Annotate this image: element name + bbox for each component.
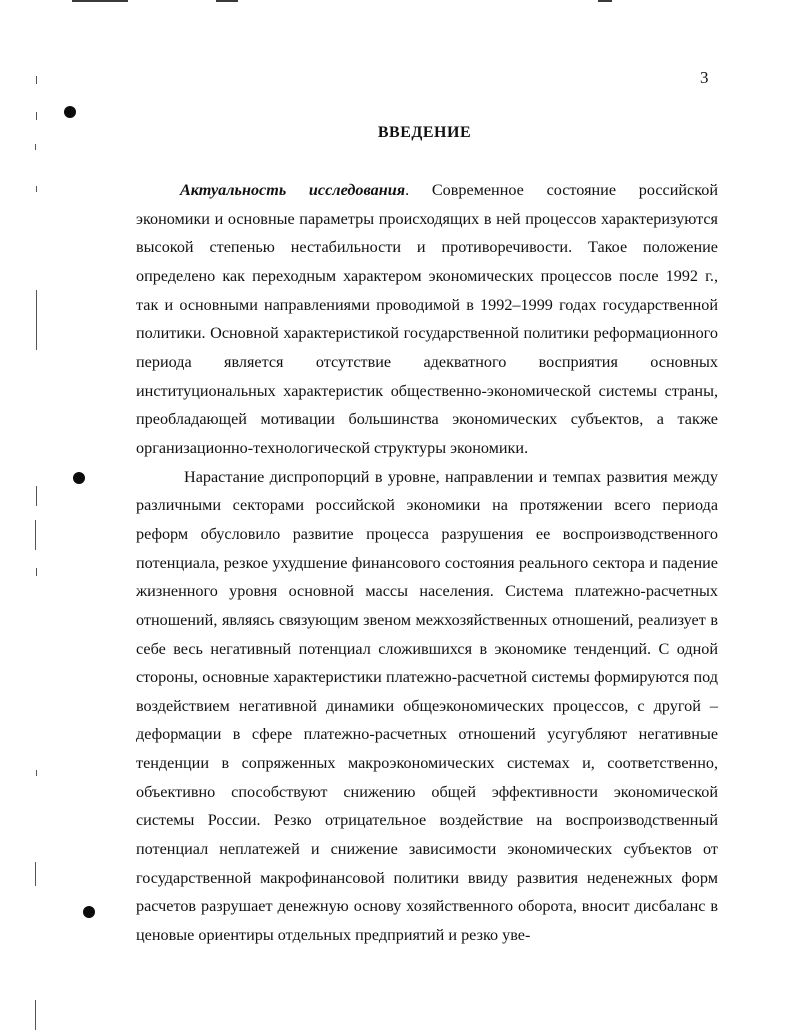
scan-edge-mark — [36, 770, 37, 776]
body-text — [136, 176, 718, 950]
scan-edge-mark — [35, 862, 36, 886]
scan-edge-mark — [36, 486, 37, 506]
scan-edge-mark — [36, 290, 37, 350]
scan-edge-mark — [35, 520, 36, 550]
page-number: 3 — [700, 68, 709, 87]
punch-hole-top — [64, 106, 76, 118]
punch-hole-bottom — [83, 906, 95, 918]
scan-edge-mark — [35, 1000, 36, 1030]
paragraph-lead: Актуальность исследования — [180, 181, 406, 199]
scan-top-rule-right — [598, 0, 612, 2]
paragraph-relevance — [136, 176, 718, 463]
scan-edge-mark — [36, 112, 37, 120]
paragraph-text: . Современное состояние российской экономики и основные параметры происходящих в ней процессов характеризуются высокой степенью нестабильности и противоречивости. Такое положение определено как переходным характером экономических процессов после 1992 г., так и основными направлениями проводимой в 1992–1999 годах государственной политики. Основной характеристикой государственной политики реформационного периода является отсутствие адекватного восприятия основных институциональных характеристик общественно-экономической системы страны, преобладающей мотивации большинства экономических субъектов, а также организационно-технологической структуры экономики. — [136, 181, 719, 457]
scan-top-rule-left — [72, 0, 128, 2]
scan-top-rule-middle — [216, 0, 238, 2]
section-heading: ВВЕДЕНИЕ — [377, 124, 472, 141]
scan-edge-mark — [36, 568, 37, 576]
scan-edge-mark — [36, 76, 37, 84]
scan-edge-mark — [35, 144, 36, 150]
paragraph-disproportions: Нарастание диспропорций в уровне, направлении и темпах развития между различными секторами российской экономики на протяжении всего периода реформ обусловило развитие процесса разрушения ее воспроизводственного потенциала, резкое ухудшение финансового состояния реального сектора и падение жизненного уровня основной массы населения. Система платежно-расчетных отношений, являясь связующим звеном межхозяйственных отношений, реализует в себе весь негативный потенциал сложившихся в экономике тенденций. С одной стороны, основные характеристики платежно-расчетной системы формируются под воздействием негативной динамики общеэкономических процессов, с другой – деформации в сфере платежно-расчетных отношений усугубляют негативные тенденции в сопряженных макроэкономических системах и, соответственно, объективно способствуют снижению общей эффективности экономической системы России. Резко отрицательное воздействие на воспроизводственный потенциал неплатежей и снижение зависимости экономических субъектов от государственной макрофинансовой политики ввиду развития неденежных форм расчетов разрушает денежную основу хозяйственного оборота, вносит дисбаланс в ценовые ориентиры отдельных предприятий и резко уве- — [136, 467, 718, 945]
punch-hole-middle — [73, 472, 85, 484]
scan-edge-mark — [36, 186, 37, 192]
